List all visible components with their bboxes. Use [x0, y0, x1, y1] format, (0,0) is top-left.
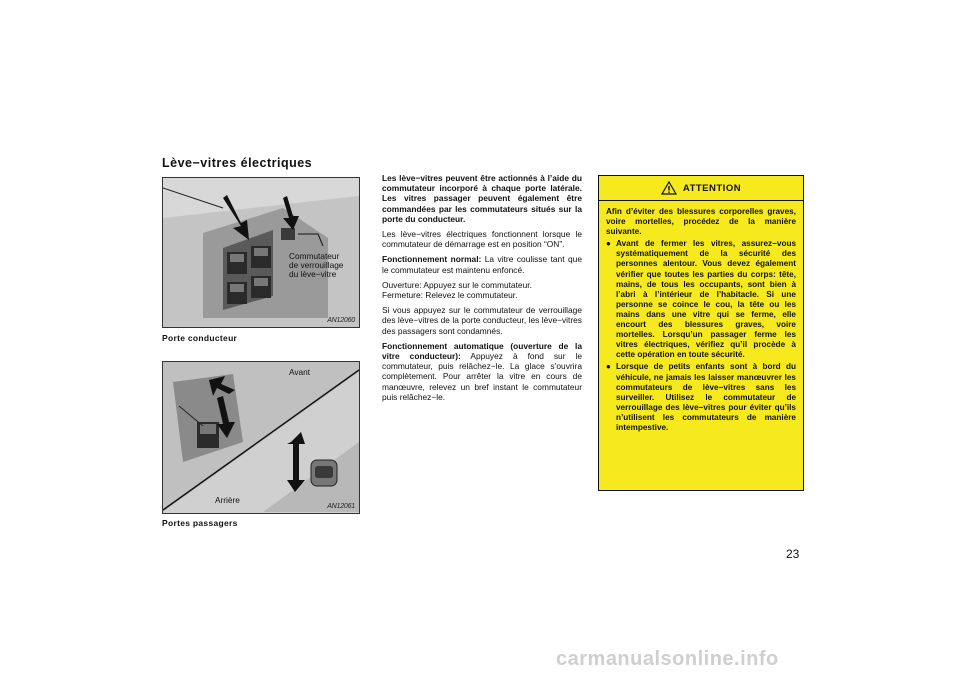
- body-text-column: [382, 173, 582, 407]
- warning-triangle-icon: [661, 181, 677, 195]
- warning-item-text: Lorsque de petits enfants sont à bord du véhicule, ne jamais les laisser manœuvrer les commutateurs de lève−vitres sans les surveiller. Utilisez le commutateur de verrouillage des lève−vitres pour éviter qu’ils n’utilisent les commutateurs de manière intempestive.: [616, 362, 796, 432]
- figure2-caption: Portes passagers: [162, 518, 238, 528]
- lock-paragraph: Si vous appuyez sur le commutateur de verrouillage des lève−vitres de la porte conducteur, les lève−vitres des passagers sont condamnés.: [382, 305, 582, 336]
- label-line: de verrouillage: [289, 260, 344, 270]
- figure-code: AN12061: [327, 503, 355, 510]
- normal-operation-paragraph: [382, 254, 582, 274]
- figure-code: AN12060: [327, 317, 355, 324]
- open-close-paragraph: [382, 280, 582, 300]
- label-line: Commutateur: [289, 251, 340, 261]
- section-title: Lève−vitres électriques: [162, 156, 313, 170]
- auto-operation-paragraph: [382, 341, 582, 402]
- warning-list: [606, 239, 796, 433]
- label-line: du lève−vitre: [289, 269, 337, 279]
- warning-item-text: Avant de fermer les vitres, assurez−vous systématiquement de la sécurité des personnes alentour. Vous devez également vérifier que toutes les parties du corps: tête, mains, de tous les occupants, sont bien à l’abri à l’intérieur de l’habitacle. Si une personne se coince le cou, la tête ou les mains dans une vitre qui se ferme, elle encourt des blessures graves, voire mortelles. Lorsqu’un passager ferme les vitres électriques, vérifiez qu’il procède à cette opération en toute sécurité.: [616, 239, 796, 360]
- warning-box: [598, 175, 804, 491]
- normal-operation-text: La vitre coulisse tant que le commutateur est maintenu enfoncé.: [382, 254, 582, 275]
- warning-heading: ATTENTION: [682, 182, 742, 194]
- rear-label: Arrière: [215, 495, 240, 505]
- close-line: Fermeture: Relevez le commutateur.: [382, 290, 518, 301]
- figure-driver-door: [162, 177, 360, 328]
- warning-item: [606, 239, 796, 360]
- intro-paragraph: Les lève−vitres peuvent être actionnés à l’aide du commutateur incorporé à chaque porte latérale. Les vitres passager peuvent également être commandées par les commutateurs situés sur la porte du conducteur.: [382, 173, 582, 224]
- warning-intro: Afin d’éviter des blessures corporelles graves, voire mortelles, procédez de la manière suivante.: [606, 207, 796, 237]
- auto-operation-label: Fonctionnement automatique (ouverture de la vitre conducteur):: [382, 340, 582, 362]
- front-label: Avant: [289, 367, 311, 377]
- watermark: carmanualsonline.info: [556, 648, 779, 670]
- normal-operation-label: Fonctionnement normal:: [382, 254, 482, 265]
- figure1-caption: Porte conducteur: [162, 333, 238, 343]
- page-number: 23: [786, 547, 800, 561]
- warning-item: [606, 362, 796, 433]
- figure-passenger-doors: [162, 361, 360, 514]
- warning-body: [599, 201, 803, 433]
- bullet-icon: ●: [606, 362, 611, 372]
- passenger-switch-illustration: [163, 362, 359, 513]
- auto-operation-text: Appuyez à fond sur le commutateur, puis relâchez−le. La glace s’ouvrira complètement. Pour arrêter la vitre en cours de manœuvre, relevez un bref instant le commutateur puis relâchez−le.: [382, 351, 583, 402]
- lock-switch-label: [289, 252, 343, 279]
- open-line: Ouverture: Appuyez sur le commutateur.: [382, 279, 532, 290]
- bullet-icon: ●: [606, 239, 611, 249]
- warning-header: [599, 176, 803, 201]
- ignition-paragraph: Les lève−vitres électriques fonctionnent lorsque le commutateur de démarrage est en position “ON”.: [382, 229, 582, 250]
